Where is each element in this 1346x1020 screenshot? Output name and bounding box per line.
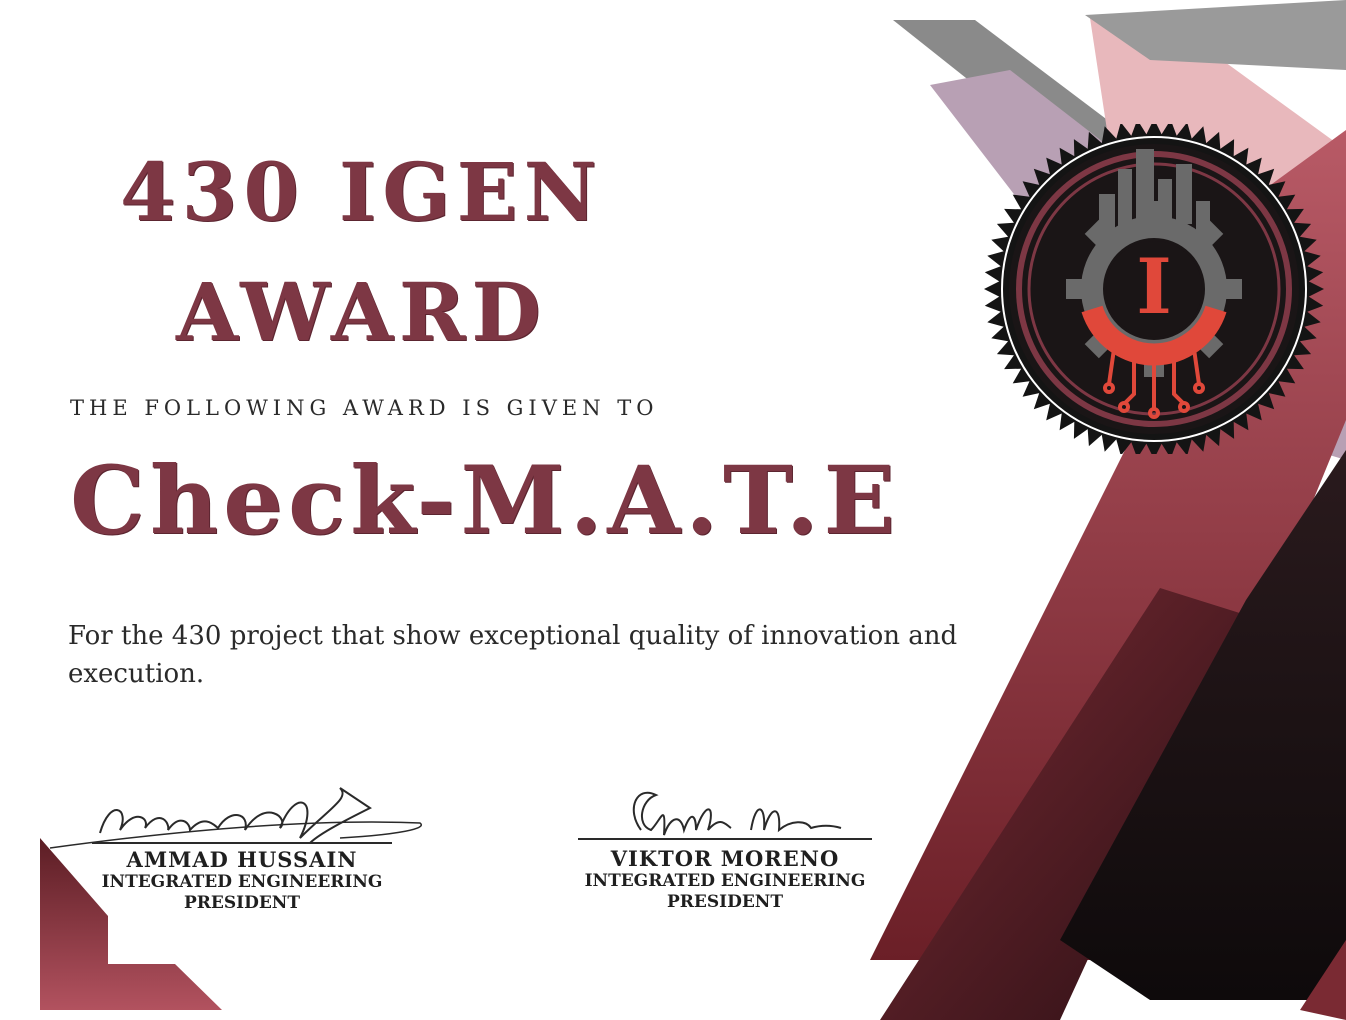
seal-emblem xyxy=(974,124,1334,454)
award-title-line-2: AWARD xyxy=(176,265,547,359)
award-description: For the 430 project that show exceptional quality of innovation and execution. xyxy=(68,621,958,689)
signatory-name: AMMAD HUSSAIN xyxy=(126,847,358,872)
award-subtitle: THE FOLLOWING AWARD IS GIVEN TO xyxy=(70,396,659,420)
signatory-right xyxy=(575,846,875,913)
signatory-title: PRESIDENT xyxy=(667,892,783,912)
recipient-name: Check-M.A.T.E xyxy=(70,446,901,556)
signatory-left xyxy=(92,847,392,914)
signatory-role: INTEGRATED ENGINEERING xyxy=(101,872,383,892)
signatory-role: INTEGRATED ENGINEERING xyxy=(584,871,866,891)
seal-letter: I xyxy=(1136,242,1172,331)
award-title-line-1: 430 IGEN xyxy=(120,145,603,239)
signature-left-image xyxy=(40,778,430,858)
signatory-name: VIKTOR MORENO xyxy=(610,846,840,871)
signature-line-left xyxy=(92,842,392,844)
signatory-title: PRESIDENT xyxy=(184,893,300,913)
signature-line-right xyxy=(578,838,872,840)
